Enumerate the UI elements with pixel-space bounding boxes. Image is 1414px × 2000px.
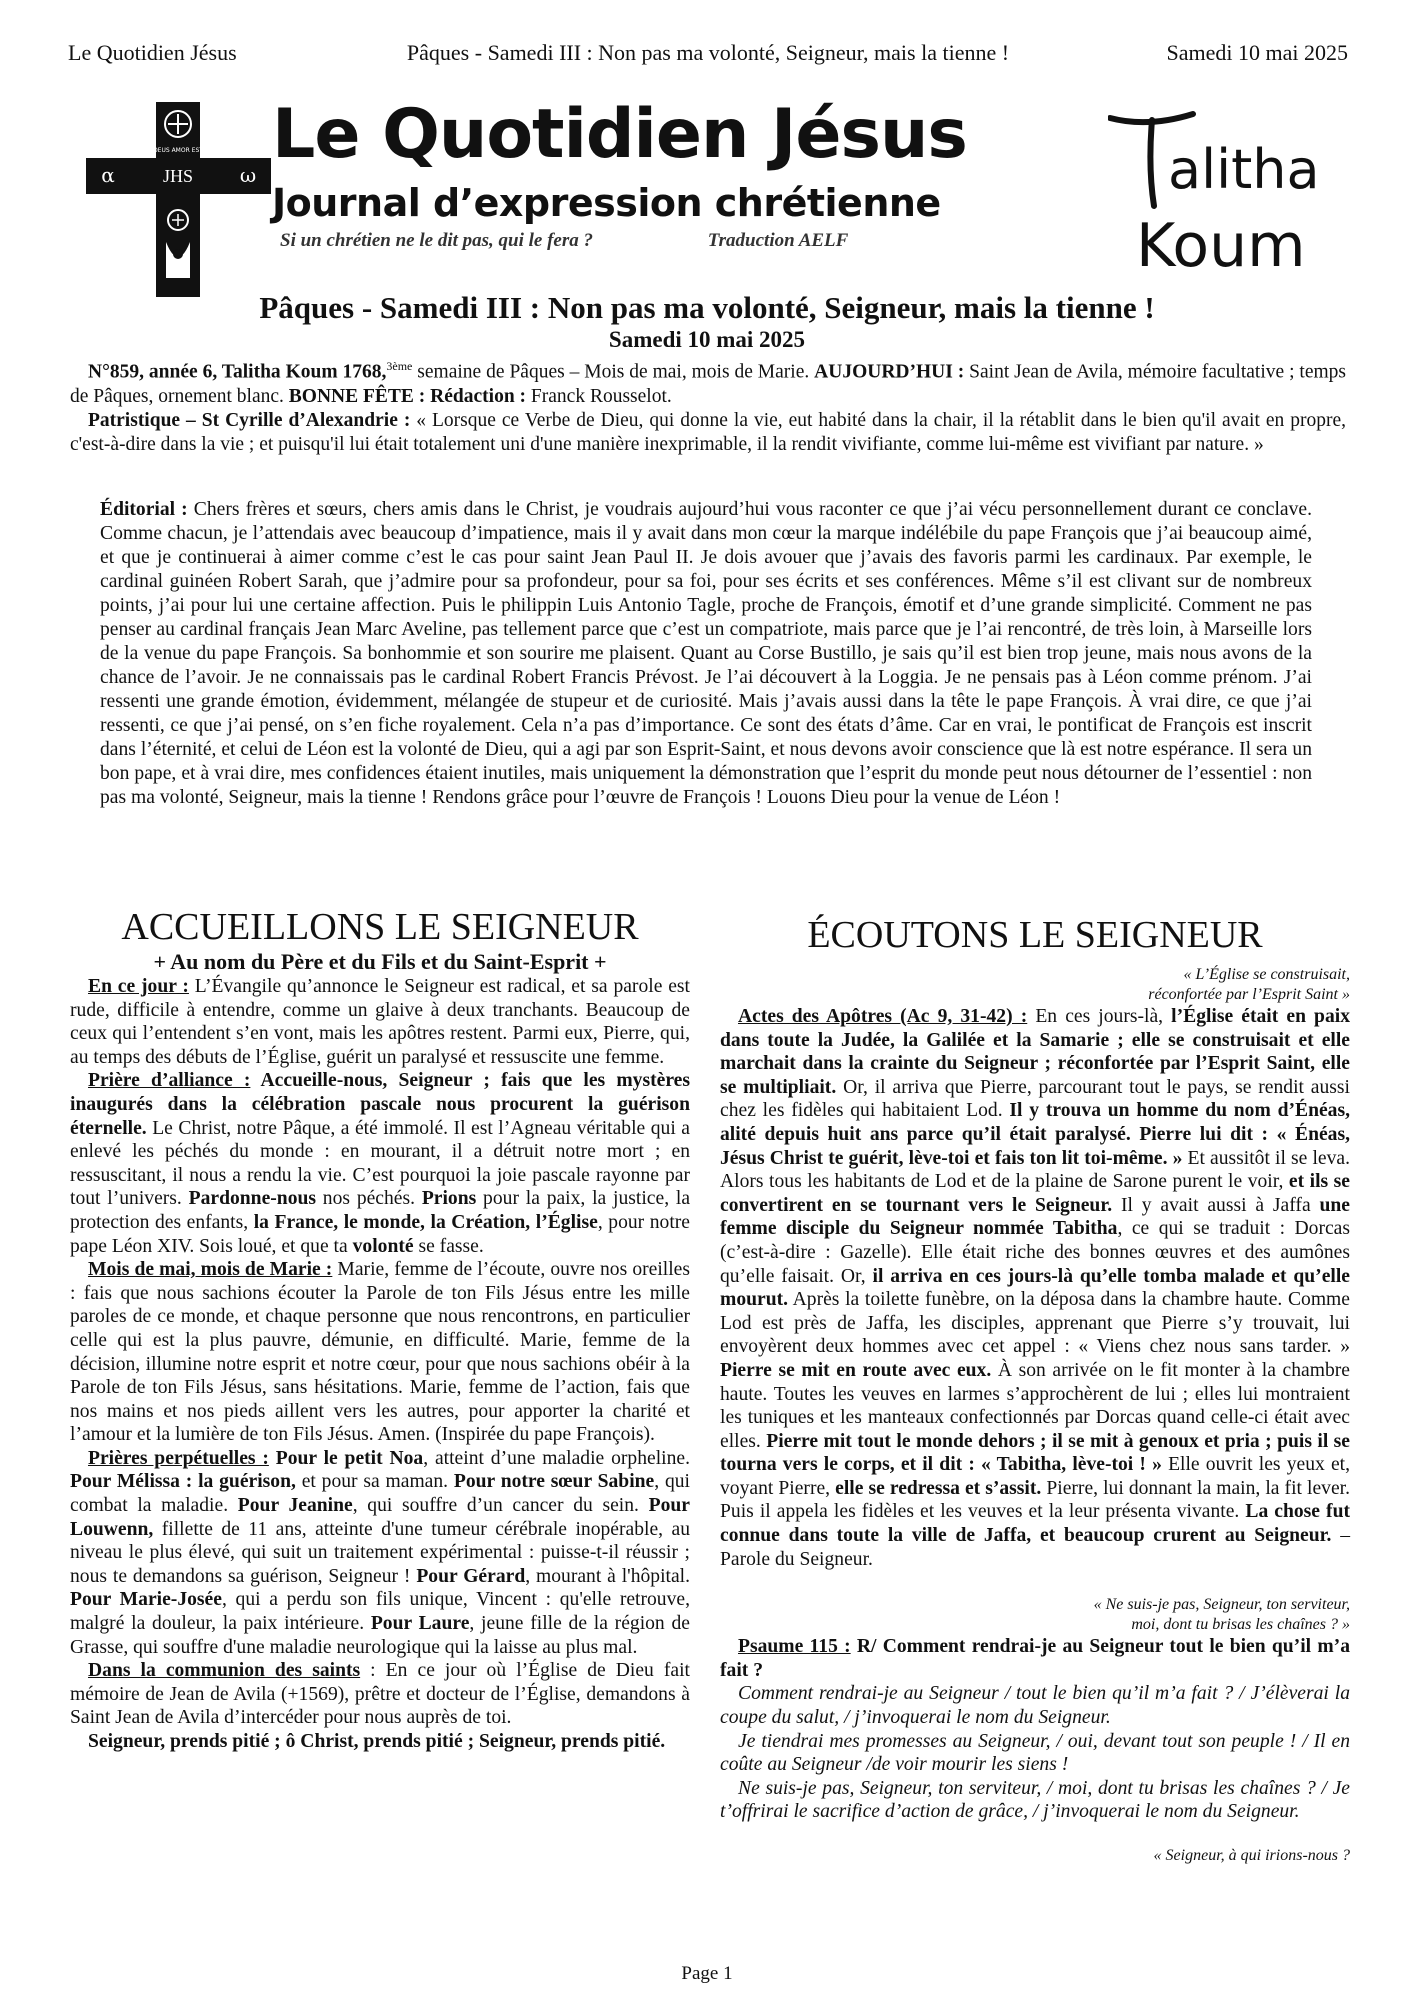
psalm-refrain-paragraph: Psaume 115 : R/ Comment rendrai-je au Seigneur tout le bien qu’il m’a fait ? — [720, 1636, 1350, 1681]
communion-of-saints-paragraph: Dans la communion des saints : En ce jour où l’Église de Dieu fait mémoire de Jean de Avila (+1569), prêtre et docteur de l’Église, demandons à Saint Jean de Avila d’intercéder pour nous auprès de toi. — [70, 1660, 690, 1729]
svg-text:alitha: alitha — [1168, 138, 1320, 201]
masthead — [86, 92, 1326, 302]
journal-title: Le Quotidien Jésus — [272, 95, 967, 174]
covenant-prayer-paragraph: Prière d’alliance : Accueille-nous, Seigneur ; fais que les mystères inaugurés dans la célébration pascale nous procurent la guérison éternelle. Le Christ, notre Pâque, a été immolé. Il est l’Agneau véritable qui a enlevé les péchés du monde : en mourant, il a détruit notre mort ; en ressuscitant, il nous a rendu la vie. C’est pourquoi la joie pascale rayonne par tout l’univers. Pardonne-nous nos péchés. Prions pour la paix, la justice, la protection des enfants, la France, le monde, la Création, l’Église, pour notre pape Léon XIV. Sois loué, et que ta volonté se fasse. — [70, 1070, 691, 1257]
running-head — [68, 40, 1348, 70]
right-column — [720, 905, 1350, 1866]
editorial-text: Chers frères et sœurs, chers amis dans le Christ, je voudrais aujourd’hui vous raconter ce que j’ai vécu personnellement durant ce conclave. Comme chacun, je l’attendais avec beaucoup d’impatience, mais il y avait dans mon cœur la marque indélébile du pape François que j’ai beaucoup aimé, et que je continuerai à aimer comme c’est le cas pour saint Jean Paul II. Je dois avouer que j’avais des favoris parmi les cardinaux. Par exemple, le cardinal guinéen Robert Sarah, que j’admire pour sa profondeur, pour sa foi, pour ses écrits et ses conférences. Même s’il est clivant sur de nombreux points, j’ai pour lui une certaine affection. Puis le philippin Luis Antonio Tagle, proche de François, émotif et d’une grande simplicité. Comment ne pas penser au cardinal français Jean Marc Aveline, pas tellement parce que c’est un compatriote, mais parce que je l’ai rencontré, de très loin, à Marseille lors de la venue du pape François. Sa bonhommie et son sourire me plaisent. Quant au Corse Bustillo, je sais qu’il est bien trop jeune, mais nous avons de la chance de l’avoir. Je ne connaissais pas le cardinal Robert Francis Prévost. Je l’ai découvert à la Loggia. Je ne pensais pas à Léon comme prénom. J’ai ressenti une grande émotion, évidemment, mélangée de stupeur et de curiosité. Mais j’avais aussi dans la tête le pape François. À vrai dire, ce que j’ai ressenti, ce que j’ai pensé, on s’en fiche royalement. Cela n’a pas d’importance. Ce sont des états d’âme. Car en vrai, le pontificat de François est inscrit dans l’éternité, et celui de Léon est la volonté de Dieu, qui a agi par son Esprit-Saint, et nous devons avoir conscience que là est notre espérance. Il sera un bon pape, et à vrai dire, mes confidences étaient inutiles, mais uniquement la démonstration que l’esprit du monde peut nous détourner de l’essentiel : non pas ma volonté, Seigneur, mais la tienne ! Rendons grâce pour l’œuvre de François ! Louons Dieu pour la venue de Léon ! — [100, 499, 1312, 808]
tagline-left: Si un chrétien ne le dit pas, qui le fera ? — [280, 230, 593, 251]
psalm-verse-3: Ne suis-je pas, Seigneur, ton serviteur, / moi, dont tu brisas les chaînes ? / Je t’offrirai le sacrifice d’action de grâce, / j’invoquerai le nom du Seigneur. — [720, 1777, 1350, 1823]
cross-logo-icon — [86, 102, 271, 297]
svg-text:DEUS AMOR EST: DEUS AMOR EST — [153, 147, 203, 154]
running-head-center: Pâques - Samedi III : Non pas ma volonté, Seigneur, mais la tienne ! — [406, 40, 1010, 65]
psalm-verse-1: Comment rendrai-je au Seigneur / tout le bien qu’il m’a fait ? / J’élèverai la coupe du salut, / j’invoquerai le nom du Seigneur. — [720, 1683, 1350, 1729]
talitha-koum-logo-icon — [1108, 108, 1328, 278]
right-column-title: ÉCOUTONS LE SEIGNEUR — [807, 914, 1263, 956]
headline: Pâques - Samedi III : Non pas ma volonté, Seigneur, mais la tienne ! — [259, 290, 1155, 325]
tagline-right: Traduction AELF — [707, 230, 849, 251]
svg-text:Koum: Koum — [1136, 211, 1306, 278]
left-column-subtitle: + Au nom du Père et du Fils et du Saint-Esprit + — [153, 949, 607, 974]
patristic-paragraph: Patristique – St Cyrille d’Alexandrie : « Lorsque ce Verbe de Dieu, qui donne la vie, eut habité dans la chair, il la rétablit dans le bien qu'il avait en propre, c'est-à-dire dans la vie ; et puisqu'il lui était totalement uni d'une manière inexprimable, il la rendit vivifiante, comme lui-même est vivifiant par nature. » — [70, 409, 1346, 455]
headline-date: Samedi 10 mai 2025 — [608, 327, 806, 352]
left-column — [70, 905, 690, 1754]
epigraph-acts: « L’Église se construisait, réconfortée par l’Esprit Saint » — [1148, 966, 1350, 1003]
today-paragraph: En ce jour : L’Évangile qu’annonce le Seigneur est radical, et sa parole est rude, difficile à entendre, comme un glaive à deux tranchants. Beaucoup de ceux qui l’entendent s’en vont, mais les apôtres restent. Parmi eux, Pierre, qui, au temps des débuts de l’Église, guérit un paralysé et ressuscite une femme. — [70, 976, 690, 1068]
title-block — [272, 92, 1172, 252]
svg-text:JHS: JHS — [162, 166, 194, 186]
month-of-mary-paragraph: Mois de mai, mois de Marie : Marie, femme de l’écoute, ouvre nos oreilles : fais que nous sachions écouter la Parole de ton Fils Jésus entre les mille paroles de ce monde, et chaque personne que nous rencontrons, en particulier celle qui est la plus pauvre, démunie, en difficulté. Marie, femme de la décision, illumine notre esprit et notre cœur, pour que nous sachions obéir à la Parole de ton Fils Jésus, sans hésitations. Marie, femme de l’action, fais que nos mains et nos pieds aillent vers les autres, pour apporter la charité et l’amour et la lumière de ton Fils Jésus. Amen. (Inspirée du pape François). — [70, 1259, 690, 1446]
svg-text:α: α — [101, 163, 115, 187]
running-head-left: Le Quotidien Jésus — [68, 40, 237, 65]
epigraph-gospel: « Seigneur, à qui irions-nous ? — [1153, 1847, 1350, 1864]
page-number: Page 1 — [681, 1963, 733, 1984]
tagline — [272, 230, 1172, 252]
running-head-right: Samedi 10 mai 2025 — [1166, 40, 1348, 65]
psalm-verse-2: Je tiendrai mes promesses au Seigneur, / oui, devant tout son peuple ! / Il en coûte au Seigneur /de voir mourir les siens ! — [720, 1730, 1350, 1776]
editorial-section — [100, 498, 1312, 810]
editorial-label: Éditorial : — [100, 499, 188, 520]
journal-subtitle: Journal d’expression chrétienne — [272, 181, 941, 225]
intro-section — [70, 354, 1346, 457]
issue-paragraph: N°859, année 6, Talitha Koum 1768,$^{3ème}$ semaine de Pâques – Mois de mai, mois de Marie. AUJOURD’HUI : Saint Jean de Avila, mémoire facultative ; temps de Pâques, ornement blanc. BONNE FÊTE : Rédaction : Franck Rousselot. — [70, 359, 1346, 407]
kyrie-paragraph: Seigneur, prends pitié ; ô Christ, prends pitié ; Seigneur, prends pitié. — [88, 1731, 666, 1752]
acts-reading-paragraph: Actes des Apôtres (Ac 9, 31-42) : En ces jours-là, l’Église était en paix dans toute la Judée, la Galilée et la Samarie ; elle se construisait et elle marchait dans la crainte du Seigneur ; réconfortée par l’Esprit Saint, elle se multipliait. Or, il arriva que Pierre, parcourant tout le pays, se rendit aussi chez les fidèles qui habitaient Lod. Il y trouva un homme du nom d’Énéas, alité depuis huit ans parce qu’il était paralysé. Pierre lui dit : « Énéas, Jésus Christ te guérit, lève-toi et fais ton lit toi-même. » Et aussitôt il se leva. Alors tous les habitants de Lod et de la plaine de Sarone purent le voir, et ils se convertirent en se tournant vers le Seigneur. Il y avait aussi à Jaffa une femme disciple du Seigneur nommée Tabitha, ce qui se traduit : Dorcas (c’est-à-dire : Gazelle). Elle était riche des bonnes œuvres et des aumônes qu’elle faisait. Or, il arriva en ces jours-là qu’elle tomba malade et qu’elle mourut. Après la toilette funèbre, on la déposa dans la chambre haute. Comme Lod est près de Jaffa, les disciples, apprenant que Pierre s’y trouvait, lui envoyèrent deux hommes avec cet appel : « Viens chez nous sans tarder. » Pierre se mit en route avec eux. À son arrivée on le fit monter à la chambre haute. Toutes les veuves en larmes s’approchèrent de lui ; elles lui montraient les tuniques et les manteaux confectionnés par Dorcas quand celle-ci était avec elles. Pierre mit tout le monde dehors ; il se mit à genoux et pria ; puis il se tourna vers le corps, et il dit : « Tabitha, lève-toi ! » Elle ouvrit les yeux et, voyant Pierre, elle se redressa et s’assit. Pierre, lui donnant la main, la fit lever. Puis il appela les fidèles et les veuves et la leur présenta vivante. La chose fut connue dans toute la ville de Jaffa, et beaucoup crurent au Seigneur. – Parole du Seigneur. — [720, 1006, 1351, 1570]
perpetual-prayers-paragraph: Prières perpétuelles : Pour le petit Noa, atteint d’une maladie orpheline. Pour Mélissa : la guérison, et pour sa maman. Pour notre sœur Sabine, qui combat la maladie. Pour Jeanine, qui souffre d’un cancer du sein. Pour Louwenn, fillette de 11 ans, atteinte d'une tumeur cérébrale inopérable, au niveau le plus élevé, qui suit un traitement expérimental : puisse-t-il réussir ; nous te demandons sa guérison, Seigneur ! Pour Gérard, mourant à l'hôpital. Pour Marie-Josée, qui a perdu son fils unique, Vincent : qu'elle retrouve, malgré la douleur, la paix intérieure. Pour Laure, jeune fille de la région de Grasse, qui souffre d'une maladie neurologique qui la laisse au plus mal. — [70, 1447, 691, 1658]
left-column-title: ACCUEILLONS LE SEIGNEUR — [121, 906, 639, 948]
epigraph-psalm: « Ne suis-je pas, Seigneur, ton serviteur, moi, dont tu brisas les chaînes ? » — [1093, 1596, 1350, 1634]
svg-text:ω: ω — [239, 163, 257, 187]
